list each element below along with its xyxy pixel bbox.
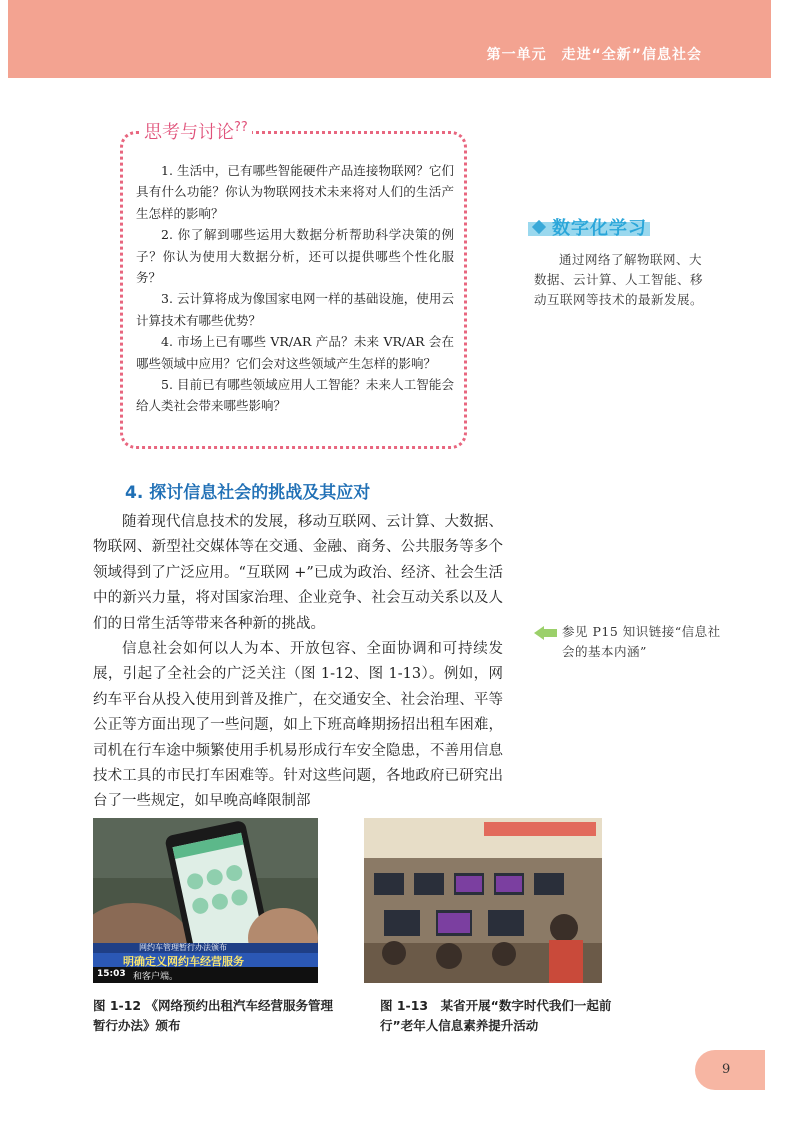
- think-item: 5. 目前已有哪些领域应用人工智能？未来人工智能会给人类社会带来哪些影响？: [136, 377, 454, 414]
- body-text: [93, 510, 503, 815]
- figure-1-12-photo: [93, 818, 318, 983]
- question-marks-icon: ??: [234, 120, 248, 135]
- think-list: [136, 160, 454, 417]
- header-title: 第一单元 走进“全新”信息社会: [486, 47, 702, 63]
- tv-time: 15:03: [97, 969, 126, 979]
- tv-ticker: 和客户端。: [133, 972, 179, 982]
- figure-1-13-photo: [364, 818, 602, 983]
- body-paragraph: 信息社会如何以人为本、开放包容、全面协调和可持续发展，引起了全社会的广泛关注（图 1-12、图 1-13）。例如，网约车平台从投入使用到普及推广，在交通安全、社会治理、平等公正等方面出现了一些问题，如上下班高峰期扬招出租车困难，司机在行车途中频繁使用手机易形成行车安全隐患，不善用信息技术工具的市民打车困难等。针对这些问题，各地政府已研究出台了一些规定，如早晚高峰限制部: [93, 641, 503, 810]
- section-title: 4. 探讨信息社会的挑战及其应对: [125, 483, 371, 503]
- think-item: 3. 云计算将成为像国家电网一样的基础设施，使用云计算技术有哪些优势？: [136, 291, 454, 328]
- think-item: 4. 市场上已有哪些 VR/AR 产品？未来 VR/AR 会在哪些领域中应用？它们会对这些领域产生怎样的影响？: [136, 334, 454, 371]
- digital-text: 通过网络了解物联网、大数据、云计算、人工智能、移动互联网等技术的最新发展。: [534, 252, 704, 307]
- think-item: 2. 你了解到哪些运用大数据分析帮助科学决策的例子？你认为使用大数据分析，还可以提供哪些个性化服务？: [136, 227, 454, 286]
- think-title: [140, 118, 252, 144]
- computer-room-illustration: [364, 818, 602, 983]
- page-number: 9: [722, 1062, 731, 1077]
- tv-banner-main: 明确定义网约车经营服务: [123, 955, 244, 968]
- think-title-text: 思考与讨论: [144, 122, 234, 143]
- body-paragraph: 随着现代信息技术的发展，移动互联网、云计算、大数据、物联网、新型社交媒体等在交通、金融、商务、公共服务等多个领域得到了广泛应用。“互联网 +”已成为政治、经济、社会生活中的新兴力量，将对国家治理、企业竞争、社会互动关系以及人们的日常生活等带来各种新的挑战。: [93, 514, 503, 632]
- figure-1-12-caption: 图 1-12 《网络预约出租汽车经营服务管理暂行办法》颁布: [93, 998, 333, 1033]
- think-item: 1. 生活中，已有哪些智能硬件产品连接物联网？它们具有什么功能？你认为物联网技术未来将对人们的生活产生怎样的影响？: [136, 163, 454, 221]
- arrow-bar: [543, 629, 557, 637]
- digital-title: 数字化学习: [552, 218, 647, 239]
- side-note: 参见 P15 知识链接“信息社会的基本内涵”: [562, 624, 721, 659]
- tv-banner-top: 网约车管理暂行办法颁布: [139, 943, 227, 952]
- header-band: [8, 0, 771, 78]
- figure-1-13-caption: 图 1-13 某省开展“数字时代我们一起前行”老年人信息素养提升活动: [380, 998, 612, 1033]
